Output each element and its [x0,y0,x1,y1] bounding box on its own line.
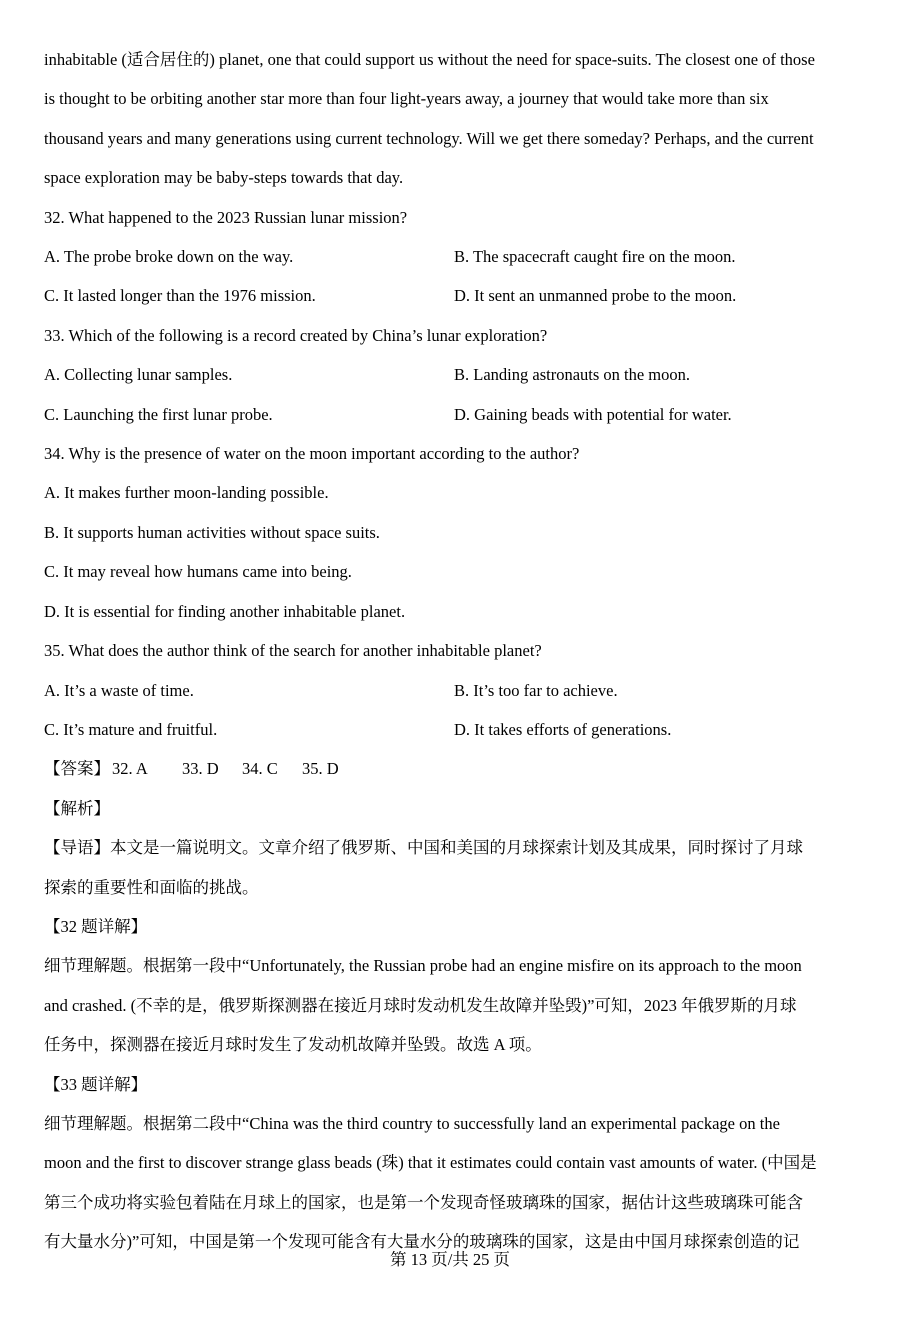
question-35-options-row-2 [44,710,868,749]
analysis-intro-line: 探索的重要性和面临的挑战。 [44,877,259,897]
page-content [44,40,868,1262]
q32-explanation-line: and crashed. (不幸的是，俄罗斯探测器在接近月球时发动机发生故障并坠毁)”可知，2023 年俄罗斯的月球 [44,995,797,1015]
question-33-stem: 33. Which of the following is a record created by China’s lunar exploration? [44,325,548,345]
q33-explanation [44,1104,868,1262]
question-35-option-a: A. It’s a waste of time. [44,680,194,700]
question-32-option-c: C. It lasted longer than the 1976 mission. [44,286,316,306]
q33-explanation-line: 有大量水分)”可知，中国是第一个发现可能含有大量水分的玻璃珠的国家，这是由中国月球探索创造的记 [44,1232,800,1252]
question-33-options-row-2 [44,395,868,434]
answer-item: 34. C [242,759,278,779]
answer-item: 32. A [112,759,148,779]
question-33-option-b: B. Landing astronauts on the moon. [454,365,691,385]
q32-explanation [44,946,868,1064]
answer-item: 33. D [182,759,219,779]
passage-line: space exploration may be baby-steps towards that day. [44,168,404,188]
question-33-option-a: A. Collecting lunar samples. [44,365,233,385]
analysis-intro [44,828,868,907]
question-32-option-b: B. The spacecraft caught fire on the moon. [454,247,736,267]
answer-key [44,749,868,788]
q33-explanation-line: 细节理解题。根据第二段中“China was the third country to successfully land an experimental package on the [44,1113,780,1133]
question-34-option-a: A. It makes further moon-landing possible. [44,483,329,503]
answer-item: 35. D [302,759,339,779]
q32-explanation-title: 【32 题详解】 [44,916,148,936]
q33-explanation-line: 第三个成功将实验包着陆在月球上的国家，也是第一个发现奇怪玻璃珠的国家，据估计这些玻璃珠可能含 [44,1192,803,1212]
question-34-option-d: D. It is essential for finding another inhabitable planet. [44,601,406,621]
q32-explanation-line: 细节理解题。根据第一段中“Unfortunately, the Russian probe had an engine misfire on its approach to the moon [44,956,802,976]
question-33-option-d: D. Gaining beads with potential for water. [454,404,732,424]
question-32-options-row-2 [44,276,868,315]
question-35-option-d: D. It takes efforts of generations. [454,719,672,739]
q32-explanation-line: 任务中，探测器在接近月球时发生了发动机故障并坠毁。故选 A 项。 [44,1035,542,1055]
question-35-option-b: B. It’s too far to achieve. [454,680,618,700]
page-number-footer: 第 13 页/共 25 页 [389,1250,511,1269]
question-34-stem: 34. Why is the presence of water on the moon important according to the author? [44,444,580,464]
q33-explanation-title: 【33 题详解】 [44,1074,148,1094]
passage-line: thousand years and many generations using current technology. Will we get there someday? Perhaps, and the current [44,128,814,148]
question-32-option-a: A. The probe broke down on the way. [44,247,294,267]
passage-paragraph [44,40,868,198]
analysis-intro-line: 【导语】本文是一篇说明文。文章介绍了俄罗斯、中国和美国的月球探索计划及其成果，同时探讨了月球 [44,838,803,858]
passage-line: inhabitable (适合居住的) planet, one that could support us without the need for space-suits. The closest one of those [44,50,815,69]
q33-explanation-line: moon and the first to discover strange glass beads (珠) that it estimates could contain vast amounts of water. (中国是 [44,1153,817,1173]
question-35-options-row-1 [44,671,868,710]
analysis-label: 【解析】 [44,798,110,818]
question-35-stem: 35. What does the author think of the search for another inhabitable planet? [44,641,542,661]
question-35-option-c: C. It’s mature and fruitful. [44,719,218,739]
question-34-option-c: C. It may reveal how humans came into being. [44,562,352,582]
question-32-options-row-1 [44,237,868,276]
question-32-option-d: D. It sent an unmanned probe to the moon. [454,286,737,306]
question-34-option-b: B. It supports human activities without space suits. [44,522,380,542]
question-32-stem: 32. What happened to the 2023 Russian lunar mission? [44,207,408,227]
question-33-options-row-1 [44,355,868,394]
answer-label: 【答案】 [44,759,110,779]
question-33-option-c: C. Launching the first lunar probe. [44,404,273,424]
passage-line: is thought to be orbiting another star more than four light-years away, a journey that would take more than six [44,89,769,109]
